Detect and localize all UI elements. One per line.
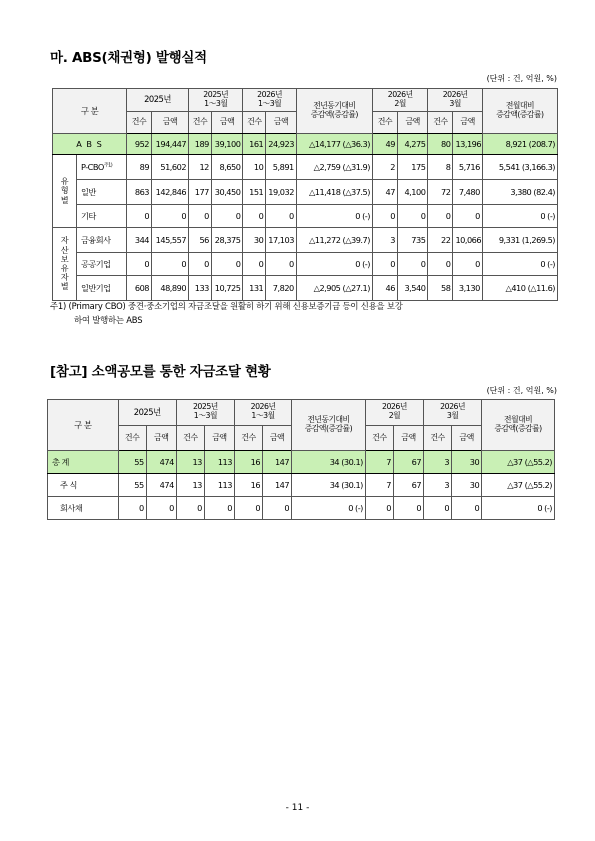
footnote-line: 주1) (Primary CBO) 중견·중소기업의 자금조달을 원활히 하기 위해 신용보증기금 등이 신용을 보강 [50,301,403,311]
cell: 3,380 (82.4) [482,180,557,205]
group-label-holder: 자 산 보 유 자 별 [53,228,77,301]
cell: 72 [428,180,453,205]
cell: △11,418 (△37.5) [296,180,372,205]
cell: 474 [146,474,176,497]
group-label-type: 유 형 별 [53,155,77,228]
cell: 0 [211,205,243,228]
cell: 0 [266,205,296,228]
cell: 0 [152,205,189,228]
cell: 0 (-) [292,497,366,520]
row-label: 일반기업 [76,276,126,301]
cell: △410 (△11.6) [482,276,557,301]
table-row [53,253,558,276]
cell: 7,480 [453,180,482,205]
count-header: 건수 [428,111,453,134]
section2-unit: (단위 : 건, 억원, %) [486,386,557,395]
cell: 10 [243,155,266,180]
cell: 39,100 [211,134,243,155]
table-row [53,205,558,228]
cell: 10,066 [453,228,482,253]
cell: 12 [189,155,212,180]
cell: 0 [266,253,296,276]
count-header: 건수 [424,425,452,451]
cell: 30 [243,228,266,253]
cell: 0 [263,497,292,520]
cell: 7 [365,451,393,474]
cell: 34 (30.1) [292,451,366,474]
cell: 7 [365,474,393,497]
header-yoy: 전년동기대비 증감액(증감률) [292,400,366,451]
cell: 3 [424,474,452,497]
cell: △2,905 (△27.1) [296,276,372,301]
cell: 3 [372,228,397,253]
cell: 16 [234,451,262,474]
cell: 2 [372,155,397,180]
cell: 22 [428,228,453,253]
cell: 16 [234,474,262,497]
amount-header: 금액 [266,111,296,134]
cell: 0 [127,205,152,228]
table-row [53,276,558,301]
cell: 5,541 (3,166.3) [482,155,557,180]
count-header: 건수 [234,425,262,451]
cell: 80 [428,134,453,155]
header-2025-q1: 2025년 1～3월 [176,400,234,426]
count-header: 건수 [127,111,152,134]
cell: 145,557 [152,228,189,253]
cell: 48,890 [152,276,189,301]
cell: 735 [397,228,427,253]
header-mom: 전월대비 증감액(증감률) [482,400,555,451]
header-2025-q1: 2025년 1～3월 [189,89,243,112]
cell: 0 (-) [296,205,372,228]
header-2025: 2025년 [127,89,189,112]
cell: 0 [243,253,266,276]
cell: 0 [152,253,189,276]
header-row-1 [48,400,555,426]
amount-header: 금액 [397,111,427,134]
cell: 0 (-) [482,253,557,276]
header-yoy: 전년동기대비 증감액(증감률) [296,89,372,134]
cell: 0 [234,497,262,520]
cell: 0 [189,205,212,228]
amount-header: 금액 [452,425,482,451]
cell: 3,130 [453,276,482,301]
table-row [53,228,558,253]
cell: 142,846 [152,180,189,205]
header-2026-feb: 2026년 2월 [365,400,423,426]
cell: 175 [397,155,427,180]
cell: 34 (30.1) [292,474,366,497]
small-offering-table [47,399,555,520]
cell: △11,272 (△39.7) [296,228,372,253]
amount-header: 금액 [453,111,482,134]
cell: 133 [189,276,212,301]
count-header: 건수 [365,425,393,451]
cell: 3,540 [397,276,427,301]
cell: △37 (△55.2) [482,451,555,474]
cell: 8,650 [211,155,243,180]
total-row [48,451,555,474]
cell: 13,196 [453,134,482,155]
cell: 55 [118,451,146,474]
total-row-abs [53,134,558,155]
cell: 0 [372,253,397,276]
table-row [53,155,558,180]
cell: 0 [453,205,482,228]
cell: 0 [393,497,423,520]
amount-header: 금액 [152,111,189,134]
table-row [48,474,555,497]
cell: 0 [118,497,146,520]
cell: 67 [393,474,423,497]
count-header: 건수 [372,111,397,134]
cell: 47 [372,180,397,205]
amount-header: 금액 [146,425,176,451]
row-label: 주 식 [48,474,119,497]
cell: 8 [428,155,453,180]
count-header: 건수 [243,111,266,134]
cell: 0 [424,497,452,520]
amount-header: 금액 [263,425,292,451]
cell: 30,450 [211,180,243,205]
header-2026-mar: 2026년 3월 [428,89,482,112]
cell: 161 [243,134,266,155]
amount-header: 금액 [393,425,423,451]
section1-title: 마. ABS(채권형) 발행실적 [50,50,207,66]
cell: 49 [372,134,397,155]
cell: 0 [365,497,393,520]
cell: 10,725 [211,276,243,301]
row-label: 일반 [76,180,126,205]
cell: 147 [263,451,292,474]
abs-issuance-table [52,88,558,301]
cell: 0 [243,205,266,228]
cell: 0 [189,253,212,276]
cell: 952 [127,134,152,155]
cell: 13 [176,474,204,497]
cell: 189 [189,134,212,155]
cell: △14,177 (△36.3) [296,134,372,155]
cell: 24,923 [266,134,296,155]
cell: 30 [452,474,482,497]
cell: 344 [127,228,152,253]
row-label: $P-CBO^{주1)}$ [76,155,126,180]
cell: 4,100 [397,180,427,205]
cell: 0 [397,253,427,276]
count-header: 건수 [118,425,146,451]
cell: 0 [452,497,482,520]
row-label: 기타 [76,205,126,228]
cell: 151 [243,180,266,205]
cell: 0 [146,497,176,520]
cell: 608 [127,276,152,301]
cell: △37 (△55.2) [482,474,555,497]
header-2025: 2025년 [118,400,176,426]
category-header: 구 분 [53,89,127,134]
cell: 0 [204,497,234,520]
cell: 147 [263,474,292,497]
footnote [50,299,560,327]
cell: 0 [428,253,453,276]
category-header: 구 분 [48,400,119,451]
cell: 863 [127,180,152,205]
cell: 5,716 [453,155,482,180]
cell: △2,759 (△31.9) [296,155,372,180]
cell: 89 [127,155,152,180]
cell: 8,921 (208.7) [482,134,557,155]
cell: 13 [176,451,204,474]
cell: 51,602 [152,155,189,180]
cell: 0 (-) [482,205,557,228]
cell: 113 [204,474,234,497]
row-label: 총 계 [48,451,119,474]
cell: 19,032 [266,180,296,205]
amount-header: 금액 [204,425,234,451]
header-2026-mar: 2026년 3월 [424,400,482,426]
cell: 30 [452,451,482,474]
cell: 0 [428,205,453,228]
cell: 46 [372,276,397,301]
cell: 28,375 [211,228,243,253]
header-2026-q1: 2026년 1～3월 [243,89,296,112]
cell: 177 [189,180,212,205]
cell: 113 [204,451,234,474]
cell: 0 [372,205,397,228]
header-row-1 [53,89,558,112]
section2-title: [참고] 소액공모를 통한 자금조달 현황 [50,364,271,380]
header-2026-q1: 2026년 1～3월 [234,400,291,426]
cell: 0 [127,253,152,276]
cell: 0 [176,497,204,520]
cell: 0 [453,253,482,276]
cell: 0 (-) [296,253,372,276]
row-label: 공공기업 [76,253,126,276]
row-label: 회사채 [48,497,119,520]
cell: 474 [146,451,176,474]
cell: 58 [428,276,453,301]
cell: 56 [189,228,212,253]
cell: 9,331 (1,269.5) [482,228,557,253]
cell: 0 [211,253,243,276]
cell: 4,275 [397,134,427,155]
section1-unit: (단위 : 건, 억원, %) [486,74,557,83]
cell: 194,447 [152,134,189,155]
header-2026-feb: 2026년 2월 [372,89,428,112]
cell: 131 [243,276,266,301]
cell: 0 [397,205,427,228]
page-number: - 11 - [285,803,310,813]
cell: 0 (-) [482,497,555,520]
cell: 55 [118,474,146,497]
footnote-line: 하여 발행하는 ABS [74,315,143,325]
cell: 5,891 [266,155,296,180]
count-header: 건수 [176,425,204,451]
header-mom: 전월대비 증감액(증감률) [482,89,557,134]
table-row [48,497,555,520]
cell: 17,103 [266,228,296,253]
cell: 7,820 [266,276,296,301]
cell: 67 [393,451,423,474]
cell: 3 [424,451,452,474]
row-label: A B S [53,134,127,155]
row-label: 금융회사 [76,228,126,253]
count-header: 건수 [189,111,212,134]
table-row [53,180,558,205]
amount-header: 금액 [211,111,243,134]
